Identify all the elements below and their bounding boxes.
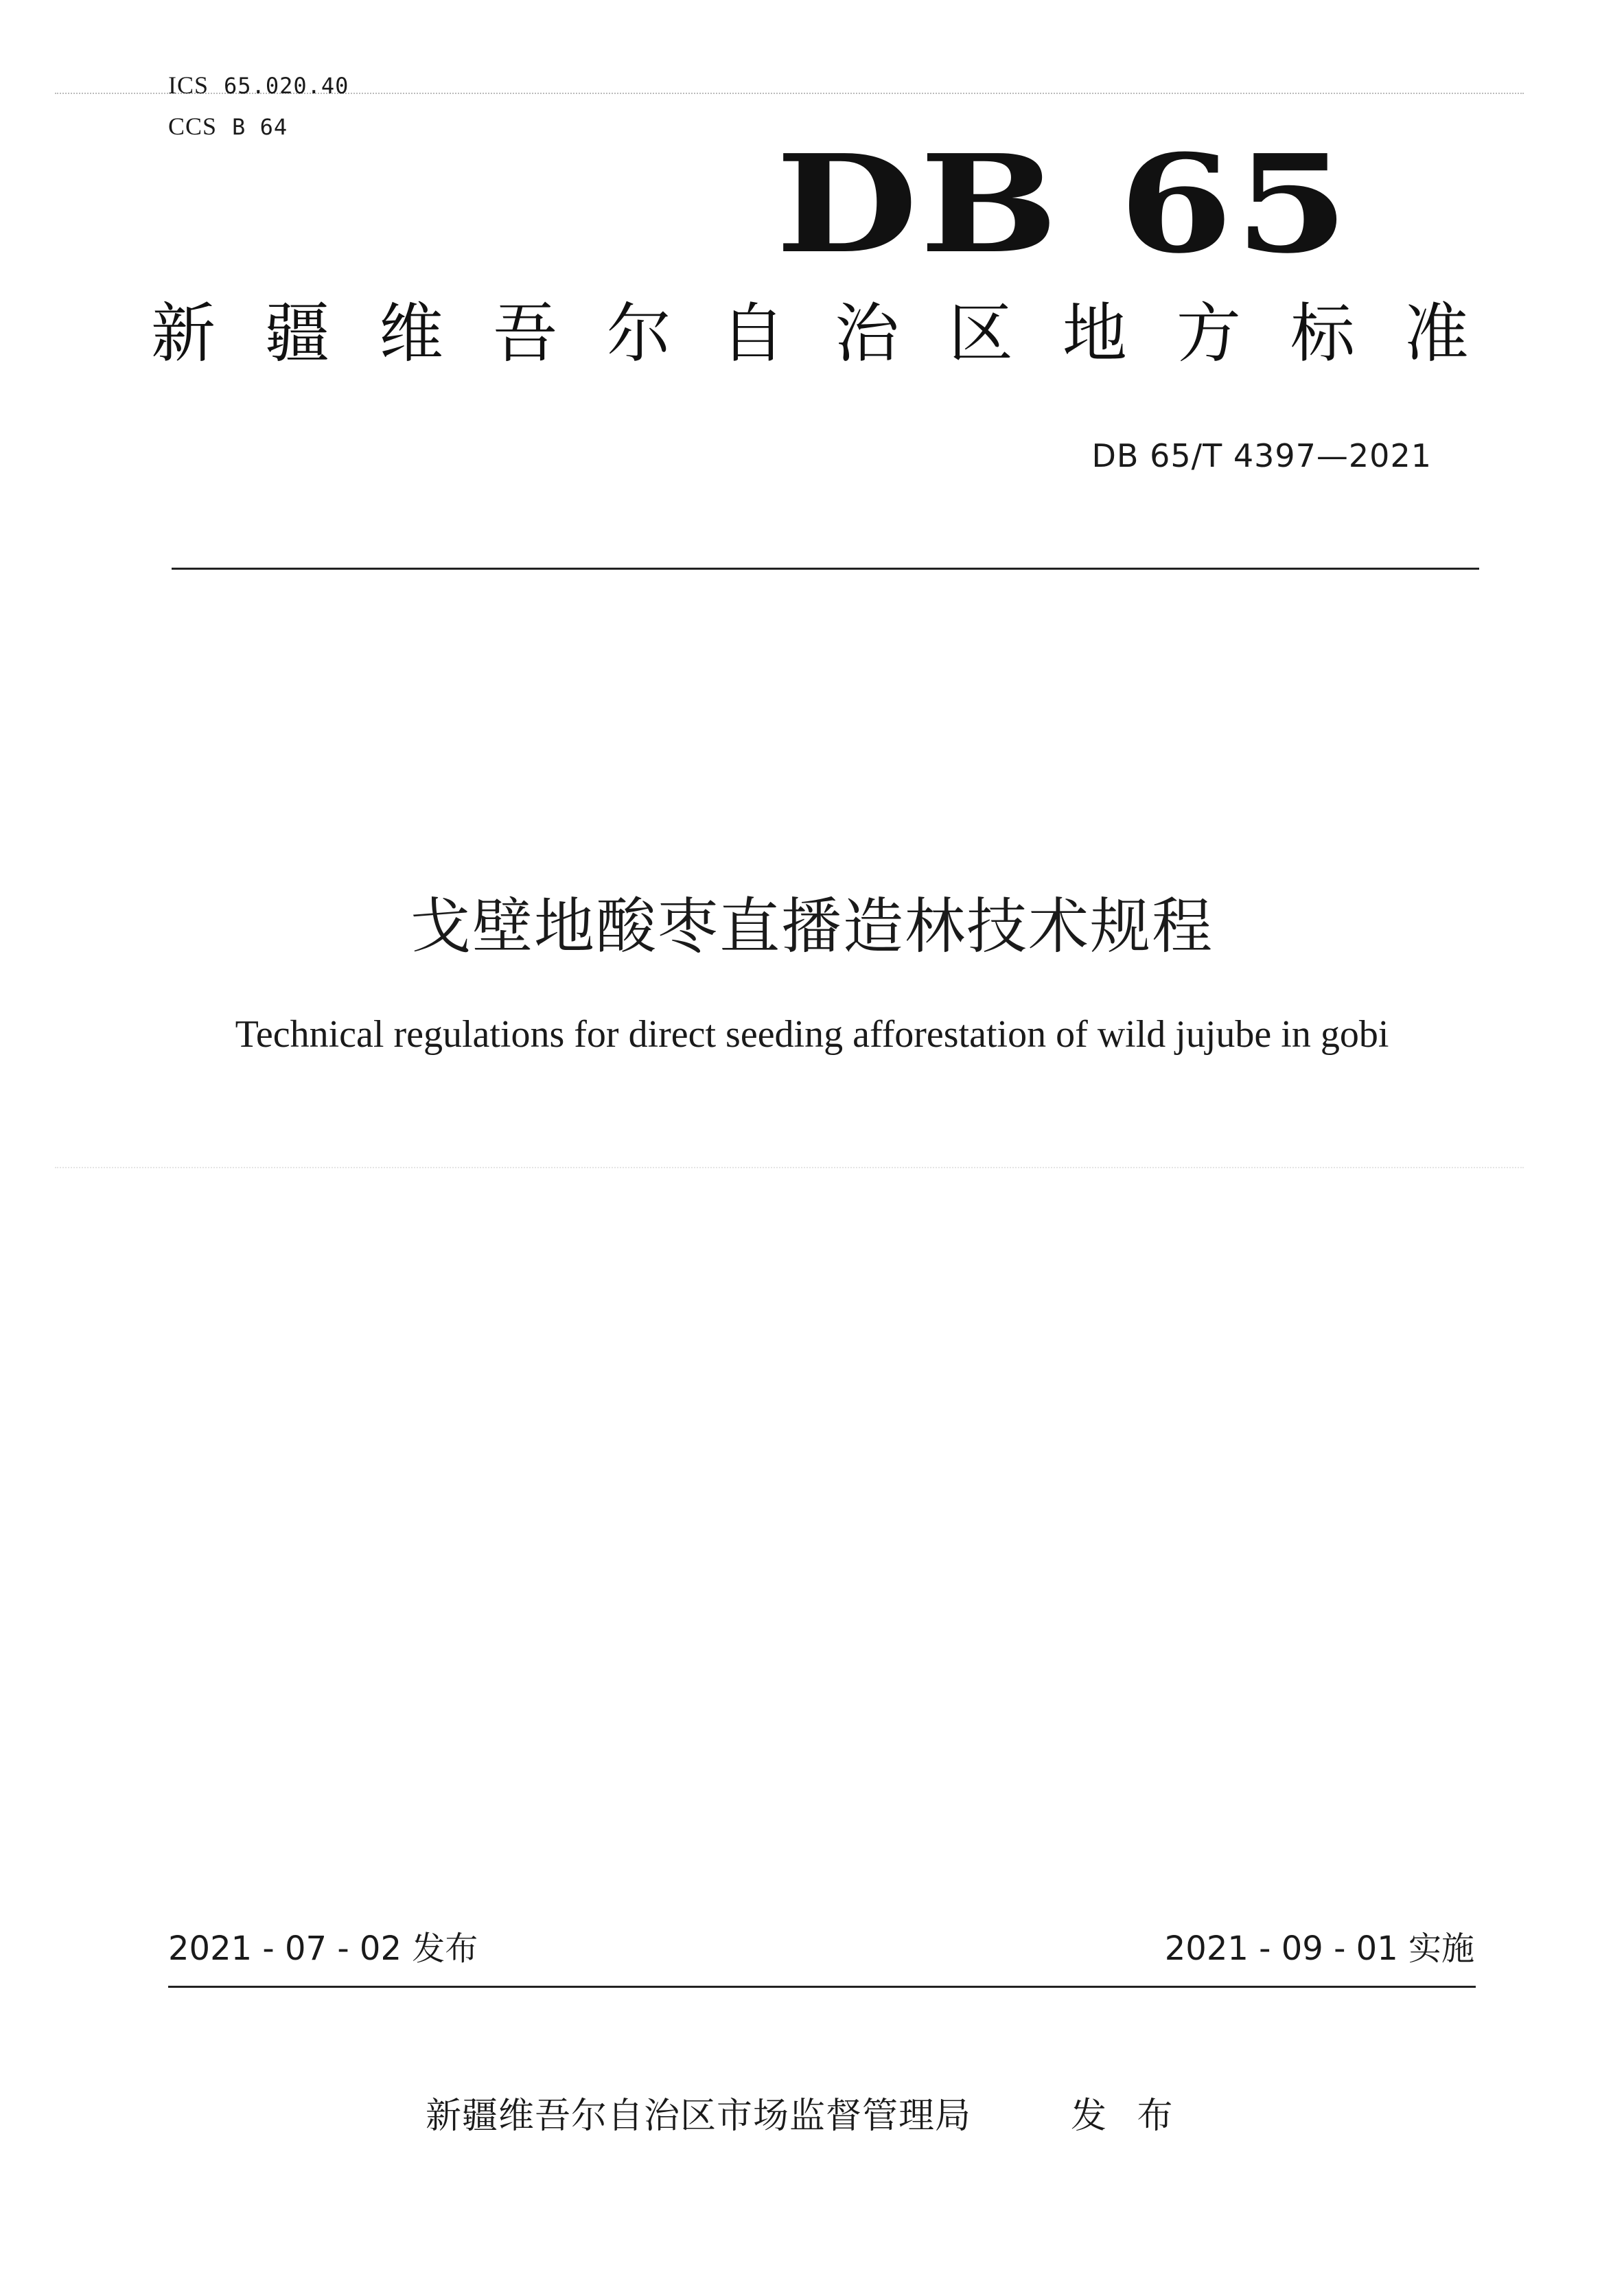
ccs-value: B 64 [232,114,288,140]
publish-label: 发 布 [1071,2096,1183,2137]
ics-label: ICS [168,71,209,99]
implementation-date: 2021 - 09 - 01 实施 [1164,1929,1474,1968]
authority-char: 疆 [264,297,329,371]
authority-char: 维 [378,297,443,371]
ccs-label: CCS [168,113,218,140]
authority-char: 自 [720,297,785,371]
bottom-divider [168,1986,1476,1988]
authority-char: 准 [1404,297,1469,371]
authority-char: 尔 [606,297,671,371]
authority-char: 标 [1290,297,1355,371]
issue-date: 2021 - 07 - 02 发布 [168,1929,478,1968]
standard-authority-title [151,297,1469,371]
document-title-chinese: 戈壁地酸枣直播造林技术规程 [410,891,1214,962]
authority-char: 方 [1176,297,1241,371]
publisher-name: 新疆维吾尔自治区市场监督管理局 [426,2096,972,2137]
db-standard-mark: DB 65 [776,126,1351,283]
ics-value: 65.020.40 [224,73,349,99]
authority-char: 吾 [492,297,557,371]
ccs-code [168,112,288,141]
document-title-english: Technical regulations for direct seeding afforestation of wild jujube in gobi [235,1013,1389,1056]
authority-char: 地 [1062,297,1127,371]
ics-code [168,71,349,100]
authority-char: 治 [834,297,899,371]
scan-speck-line [55,1167,1524,1168]
authority-char: 区 [948,297,1013,371]
standard-number: DB 65/T 4397—2021 [1091,437,1432,474]
authority-char: 新 [151,297,216,371]
top-divider [172,568,1479,570]
